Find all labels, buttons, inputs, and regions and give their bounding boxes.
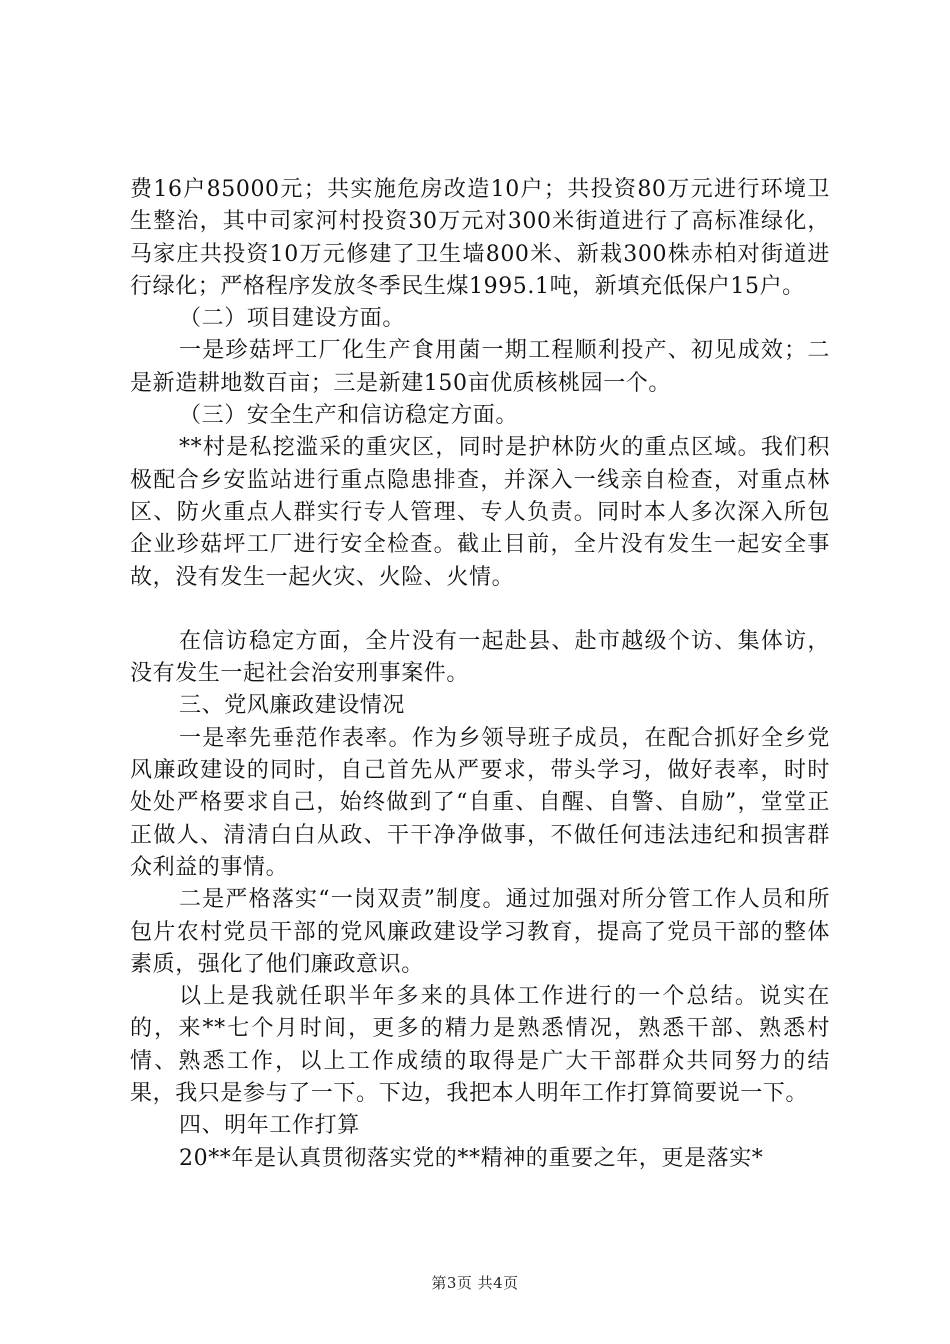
document-body — [130, 174, 830, 1175]
paragraph-project-results: 一是珍菇坪工厂化生产食用菌一期工程顺利投产、初见成效；二是新造耕地数百亩；三是新建150亩优质核桃园一个。 — [130, 338, 830, 396]
page-number-footer: 第3页 共4页 — [431, 1274, 519, 1292]
paragraph-expenses: 费16户85000元；共实施危房改造10户；共投资80万元进行环境卫生整治，其中司家河村投资30万元对300米街道进行了高标准绿化，马家庄共投资10万元修建了卫生墙800米、新栽300株赤柏对街道进行绿化；严格程序发放冬季民生煤1995.1吨，新填充低保户15户。 — [130, 177, 830, 299]
paragraph-integrity-example: 一是率先垂范作表率。作为乡领导班子成员，在配合抓好全乡党风廉政建设的同时，自己首先从严要求，带头学习，做好表率，时时处处严格要求自己，始终做到了“自重、自醒、自警、自励”，堂堂正正做人、清清白白从政、干干净净做事，不做任何违法违纪和损害群众利益的事情。 — [130, 725, 830, 880]
paragraph-next-year-intro: 20**年是认真贯彻落实党的**精神的重要之年，更是落实* — [179, 1145, 764, 1171]
paragraph-summary: 以上是我就任职半年多来的具体工作进行的一个总结。说实在的，来**七个月时间，更多的精力是熟悉情况，熟悉干部、熟悉村情、熟悉工作，以上工作成绩的取得是广大干部群众共同努力的结果，我只是参与了一下。下边，我把本人明年工作打算简要说一下。 — [130, 984, 830, 1107]
heading-integrity: 三、党风廉政建设情况 — [179, 693, 406, 719]
heading-safety-stability: （三）安全生产和信访稳定方面。 — [179, 403, 519, 429]
heading-project-construction: （二）项目建设方面。 — [179, 306, 406, 332]
paragraph-integrity-responsibility: 二是严格落实“一岗双责”制度。通过加强对所分管工作人员和所包片农村党员干部的党风廉政建设学习教育，提高了党员干部的整体素质，强化了他们廉政意识。 — [130, 887, 830, 977]
heading-next-year-plan: 四、明年工作打算 — [179, 1113, 360, 1139]
paragraph-safety: **村是私挖滥采的重灾区，同时是护林防火的重点区域。我们积极配合乡安监站进行重点隐患排查，并深入一线亲自检查，对重点林区、防火重点人群实行专人管理、专人负责。同时本人多次深入所包企业珍菇坪工厂进行安全检查。截止目前，全片没有发生一起安全事故，没有发生一起火灾、火险、火情。 — [130, 435, 830, 590]
paragraph-petition-stability: 在信访稳定方面，全片没有一起赴县、赴市越级个访、集体访，没有发生一起社会治安刑事案件。 — [130, 628, 830, 687]
